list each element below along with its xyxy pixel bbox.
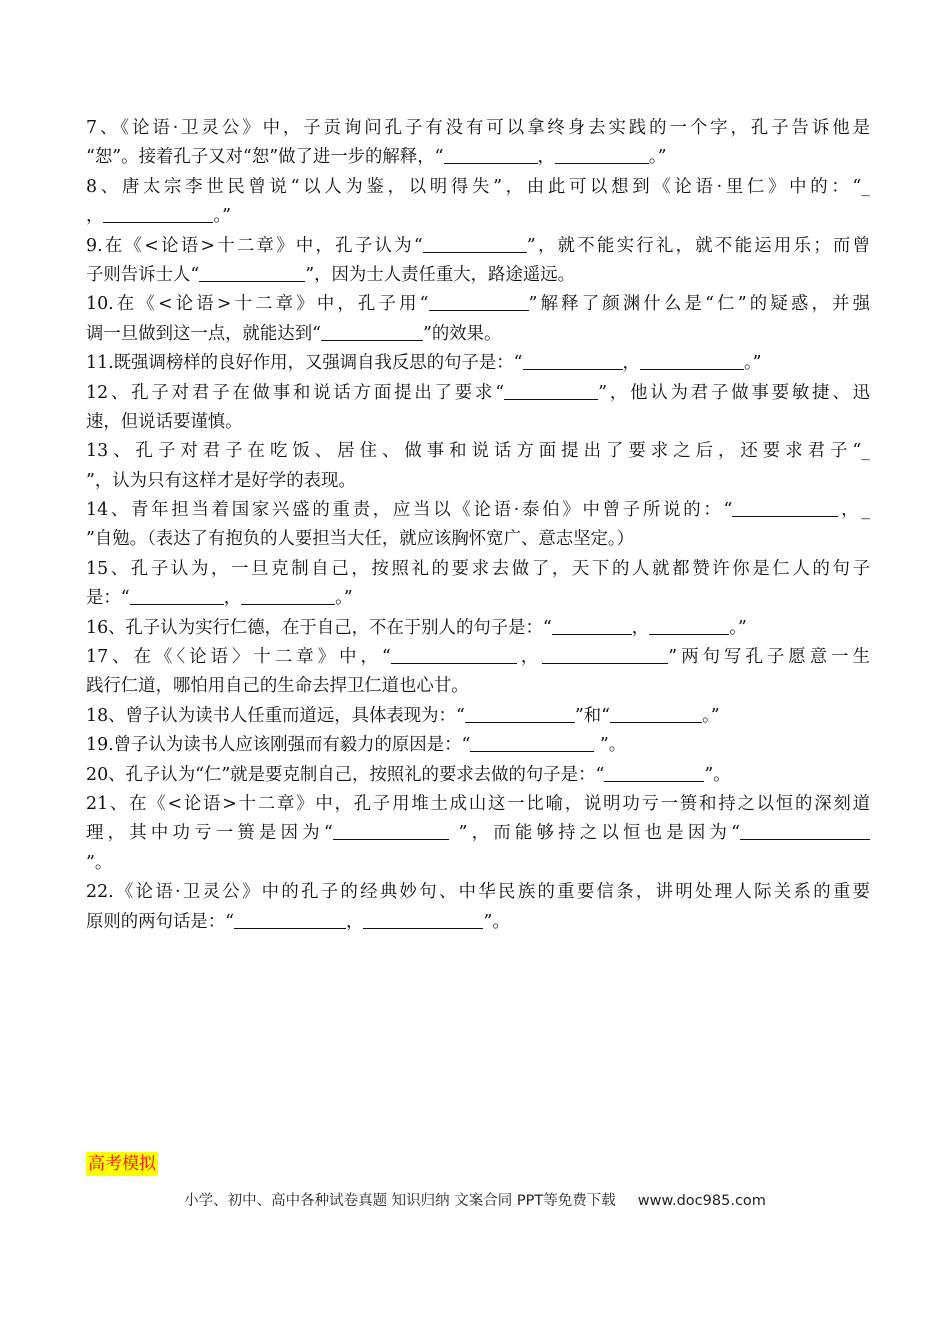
- answer-blank[interactable]: [649, 616, 729, 634]
- q9-line-2: 子则告诉士人“ ”，因为士人责任重大，路途遥远。: [86, 264, 576, 285]
- answer-blank[interactable]: [199, 264, 305, 282]
- answer-blank[interactable]: [542, 646, 668, 664]
- answer-blank[interactable]: [241, 587, 335, 605]
- q21-line-2: 理，其中功亏一篑是因为“ ”，而能够持之以恒也是因为“: [86, 819, 870, 848]
- answer-blank[interactable]: [504, 381, 598, 399]
- answer-blank[interactable]: [363, 910, 483, 928]
- q22-line-1: 22.《论语·卫灵公》中的孔子的经典妙句、中华民族的重要信条，讲明处理人际关系的重要: [86, 882, 870, 903]
- answer-blank[interactable]: [444, 146, 538, 164]
- question-list: [86, 114, 870, 937]
- q15-line-2: 是：“ ， 。”: [86, 588, 353, 609]
- answer-blank[interactable]: [470, 734, 594, 752]
- answer-blank[interactable]: [465, 704, 575, 722]
- q13-line-1: 13、孔子对君子在吃饭、居住、做事和说话方面提出了要求之后，还要求君子“_: [86, 441, 870, 462]
- answer-blank[interactable]: [103, 205, 213, 223]
- answer-blank[interactable]: [604, 763, 704, 781]
- q21-line-1: 21、在《<论语>十二章》中，孔子用堆土成山这一比喻，说明功亏一篑和持之以恒的深刻道: [86, 793, 870, 814]
- answer-blank[interactable]: [333, 822, 449, 840]
- q10-line-1: 10.在《<论语>十二章》中，孔子用“ ”解释了颜渊什么是“仁”的疑惑，并强: [86, 294, 870, 315]
- section-tag: 高考模拟: [88, 1154, 156, 1174]
- q20-line-1: 20、孔子认为“仁”就是要克制自己，按照礼的要求去做的句子是：“ ”。: [86, 764, 731, 785]
- q9-line-1: 9.在《<论语>十二章》中，孔子认为“ ”，就不能实行礼，就不能运用乐；而曾: [86, 235, 870, 256]
- q12-line-2: 速，但说话要谨慎。: [86, 411, 243, 432]
- answer-blank[interactable]: [234, 910, 346, 928]
- q16-line-1: 16、孔子认为实行仁德，在于自己，不在于别人的句子是：“ ， 。”: [86, 617, 747, 638]
- answer-blank[interactable]: [732, 499, 838, 517]
- q8-line-2: ， 。”: [86, 206, 231, 227]
- q12-line-1: 12、孔子对君子在做事和说话方面提出了要求“ ”，他认为君子做事要敏捷、迅: [86, 382, 870, 403]
- footer-site-link[interactable]: www.doc985.com: [637, 1193, 766, 1209]
- q7-line-1: 7、《论语·卫灵公》中，子贡询问孔子有没有可以拿终身去实践的一个字，孔子告诉他是: [86, 118, 870, 138]
- q21-line-3: ”。: [86, 852, 113, 873]
- answer-blank[interactable]: [523, 352, 623, 370]
- answer-blank[interactable]: [640, 352, 744, 370]
- q14-line-1: 14、青年担当着国家兴盛的重责，应当以《论语·泰伯》中曾子所说的：“ ，_: [86, 500, 870, 521]
- page-footer: [0, 1189, 950, 1210]
- answer-blank[interactable]: [429, 293, 529, 311]
- answer-blank[interactable]: [740, 822, 870, 840]
- q14-line-2: ”自勉。（表达了有抱负的人要担当大任，就应该胸怀宽广、意志坚定。）: [86, 529, 634, 550]
- q8-line-1: 8、唐太宗李世民曾说“以人为鉴，以明得失”，由此可以想到《论语·里仁》中的：“_: [86, 176, 870, 197]
- answer-blank[interactable]: [391, 646, 517, 664]
- q19-line-1: 19.曾子认为读书人应该刚强而有毅力的原因是：“ ”。: [86, 735, 627, 756]
- answer-blank[interactable]: [321, 322, 423, 340]
- answer-blank[interactable]: [552, 616, 632, 634]
- answer-blank[interactable]: [423, 234, 527, 252]
- q18-line-1: 18、曾子认为读书人任重而道远，具体表现为：“ ”和“ 。”: [86, 705, 720, 726]
- q10-line-2: 调一旦做到这一点，就能达到“ ”的效果。: [86, 323, 502, 344]
- q7-line-2: “恕”。接着孔子又对“恕”做了进一步的解释，“ ， 。”: [86, 147, 667, 168]
- q13-line-2: ”，认为只有这样才是好学的表现。: [86, 470, 356, 491]
- q17-line-2: 践行仁道，哪怕用自己的生命去捍卫仁道也心甘。: [86, 676, 469, 697]
- q17-line-1: 17、在《〈论语〉十二章》中，“ ， ”两句写孔子愿意一生: [86, 647, 870, 668]
- q15-line-1: 15、孔子认为，一旦克制自己，按照礼的要求去做了，天下的人就都赞许你是仁人的句子: [86, 558, 870, 579]
- answer-blank[interactable]: [555, 146, 649, 164]
- q11-line-1: 11.既强调榜样的良好作用，又强调自我反思的句子是：“ ， 。”: [86, 353, 762, 374]
- answer-blank[interactable]: [610, 704, 702, 722]
- q22-line-2: 原则的两句话是：“ ， ”。: [86, 911, 510, 932]
- footer-text: 小学、初中、高中各种试卷真题 知识归纳 文案合同 PPT等免费下载: [184, 1193, 616, 1209]
- answer-blank[interactable]: [130, 587, 224, 605]
